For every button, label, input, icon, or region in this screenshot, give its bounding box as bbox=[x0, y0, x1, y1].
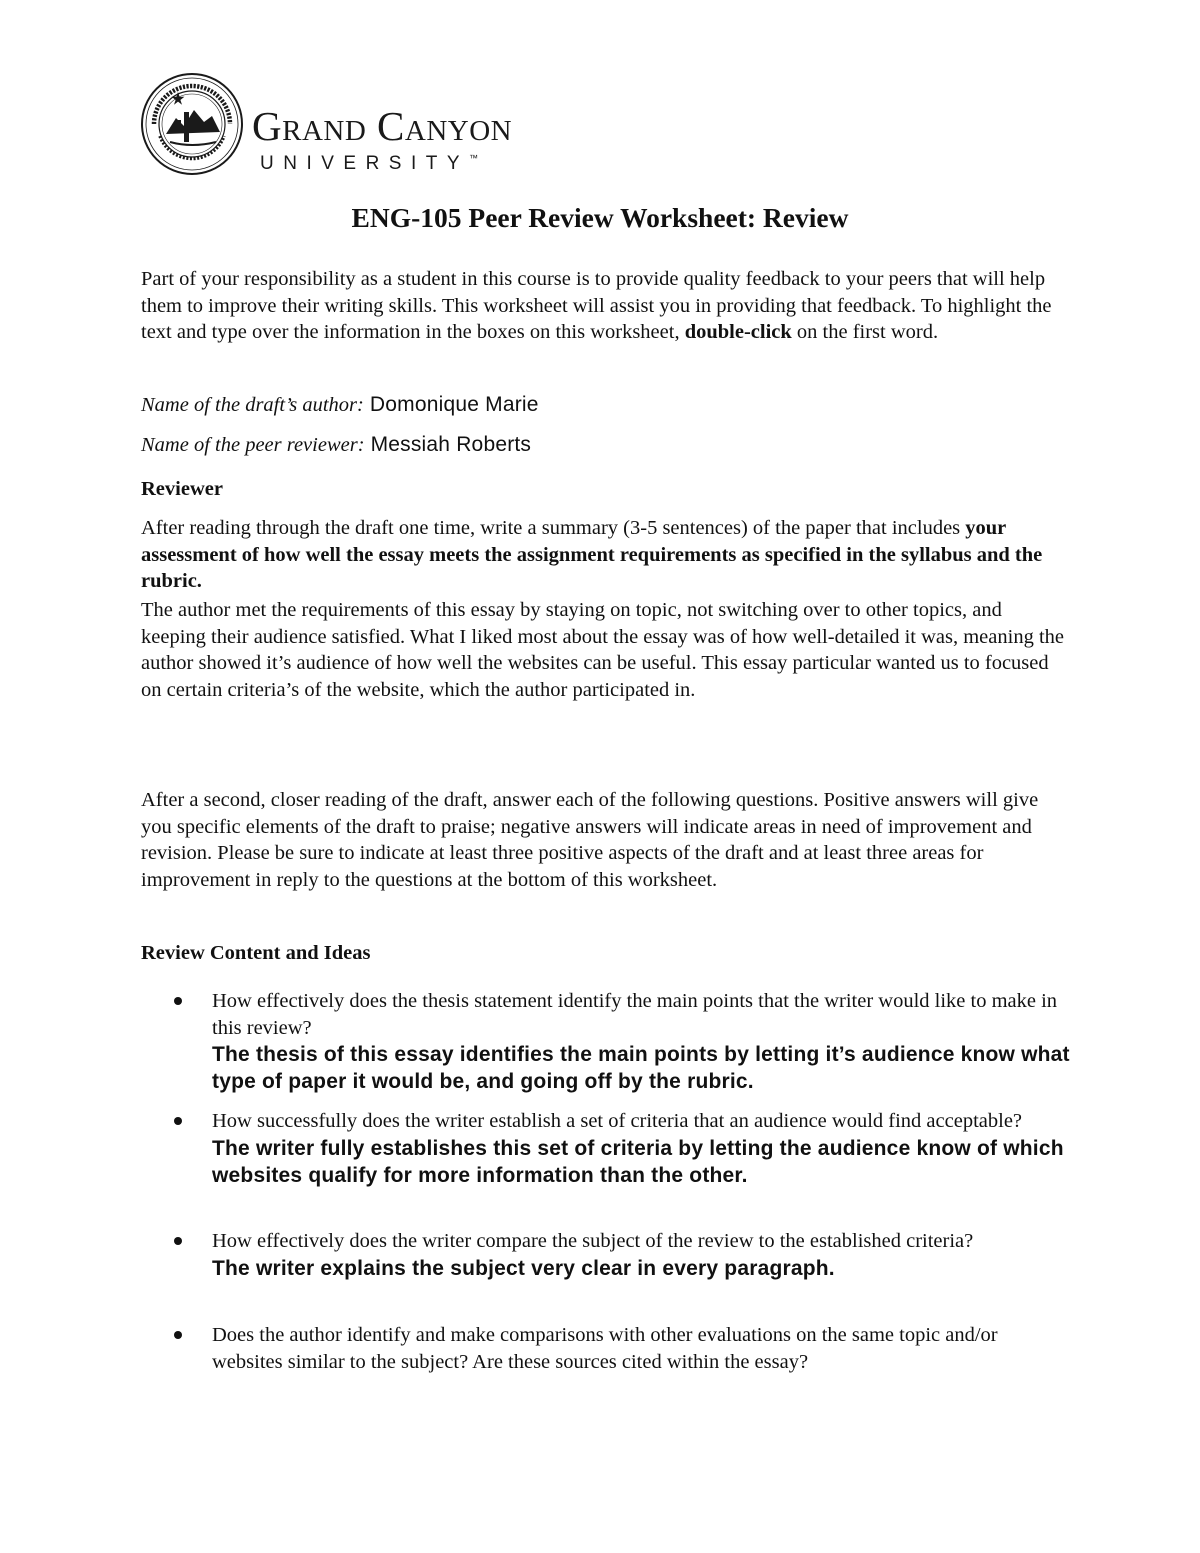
reviewer-value-field[interactable]: Messiah Roberts bbox=[364, 433, 532, 456]
answer-field[interactable]: The writer explains the subject very clear in every paragraph. bbox=[212, 1256, 835, 1280]
answer-field[interactable]: The writer fully establishes this set of criteria by letting the audience know of which websites qualify for more information than the other. bbox=[212, 1136, 1064, 1187]
bullet-icon bbox=[174, 1117, 182, 1125]
intro-bold-term: double-click bbox=[684, 321, 792, 343]
reviewer-prompt-bold: your assessment of how well the essay meets the assignment requirements as specified in the syllabus and the rubric. bbox=[141, 517, 1043, 592]
wordmark-grand-canyon: Grand Canyon bbox=[252, 103, 513, 149]
reviewer-heading: Reviewer bbox=[141, 478, 223, 500]
reviewer-name-line bbox=[141, 431, 1071, 459]
author-value-field[interactable]: Domonique Marie bbox=[363, 393, 539, 416]
bullet-icon bbox=[174, 1237, 182, 1245]
university-seal-icon bbox=[140, 72, 244, 176]
content-ideas-heading: Review Content and Ideas bbox=[141, 942, 371, 964]
question-text: How effectively does the thesis statement identify the main points that the writer would like to make in this review? bbox=[212, 990, 1058, 1039]
wordmark-university: UNIVERSITY™ bbox=[260, 153, 479, 174]
intro-paragraph: Part of your responsibility as a student in this course is to provide quality feedback to your peers that will help them to improve their writing skills. This worksheet will assist you in providing that feedback. To highlight the text and type over the information in the boxes on this worksheet, double-click on the first word. bbox=[141, 268, 1052, 343]
author-name-line bbox=[141, 391, 1071, 419]
reviewer-prompt: After reading through the draft one time, write a summary (3-5 sentences) of the paper that includes your assessment of how well the essay meets the assignment requirements as specified in the syllabus and the rubric. bbox=[141, 517, 1043, 592]
university-logo bbox=[140, 72, 600, 177]
question-text: How successfully does the writer establish a set of criteria that an audience would find acceptable? bbox=[212, 1110, 1023, 1132]
bullet-icon bbox=[174, 997, 182, 1005]
page-title: ENG-105 Peer Review Worksheet: Review bbox=[351, 202, 849, 233]
second-reading-paragraph: After a second, closer reading of the draft, answer each of the following questions. Positive answers will give you specific elements of the draft to praise; negative answers will indicate areas in need of improvement and revision. Please be sure to indicate at least three positive aspects of the draft and at least three areas for improvement in reply to the questions at the bottom of this worksheet. bbox=[141, 789, 1039, 891]
author-label: Name of the draft’s author: bbox=[141, 394, 364, 416]
trademark-symbol: ™ bbox=[469, 153, 479, 163]
question-text: Does the author identify and make comparisons with other evaluations on the same topic and/or websites similar to the subject? Are these sources cited within the essay? bbox=[212, 1324, 998, 1373]
answer-field[interactable]: The thesis of this essay identifies the main points by letting it’s audience know what type of paper it would be, and going off by the rubric. bbox=[212, 1043, 1070, 1093]
reviewer-label: Name of the peer reviewer: bbox=[141, 434, 365, 456]
bullet-icon bbox=[174, 1331, 182, 1339]
reviewer-summary-field[interactable]: The author met the requirements of this essay by staying on topic, not switching over to other topics, and keeping their audience satisfied. What I liked most about the essay was of how well-detailed it was, meaning the author showed it’s audience of how well the websites can be useful. This essay particular wanted us to focused on certain criteria’s of the website, which the author participated in. bbox=[141, 599, 1064, 701]
question-text: How effectively does the writer compare the subject of the review to the established criteria? bbox=[212, 1230, 974, 1252]
